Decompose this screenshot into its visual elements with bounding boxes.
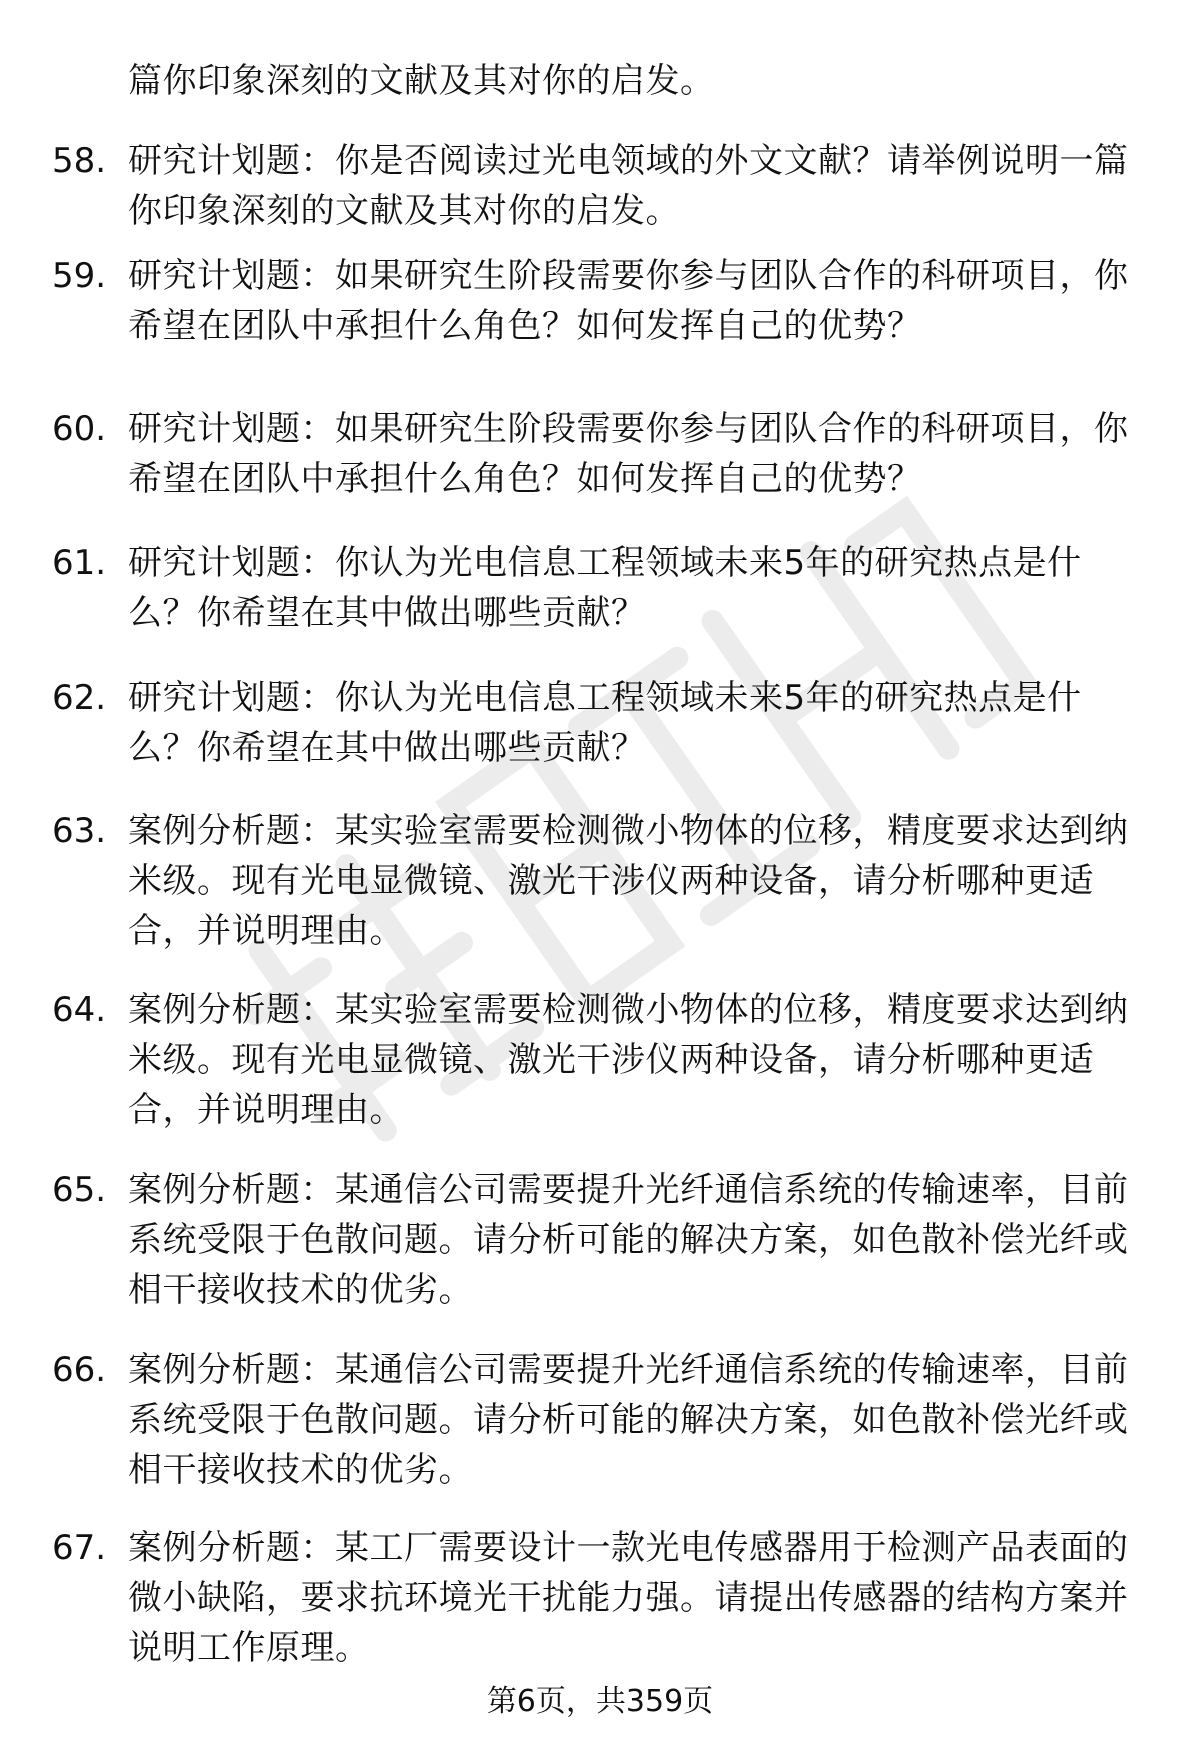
question-number: 62. [52,678,107,718]
continuation-text: 篇你印象深刻的文献及其对你的启发。 [128,61,715,101]
question-text: 案例分析题：某通信公司需要提升光纤通信系统的传输速率，目前系统受限于色散问题。请分析可能的解决方案，如色散补偿光纤或相干接收技术的优劣。 [128,1170,1129,1310]
question-number: 63. [52,811,107,851]
question-number: 65. [52,1170,107,1210]
question-number: 60. [52,409,107,449]
question-text: 案例分析题：某实验室需要检测微小物体的位移，精度要求达到纳米级。现有光电显微镜、激光干涉仪两种设备，请分析哪种更适合，并说明理由。 [128,811,1129,951]
question-text: 研究计划题：如果研究生阶段需要你参与团队合作的科研项目，你希望在团队中承担什么角色？如何发挥自己的优势？ [128,256,1129,346]
question-number: 67. [52,1528,107,1568]
page-footer: 第6页，共359页 [486,1684,714,1719]
question-text: 研究计划题：你认为光电信息工程领域未来5年的研究热点是什么？你希望在其中做出哪些贡献？ [128,543,1082,633]
question-number: 64. [52,990,107,1030]
question-text: 案例分析题：某通信公司需要提升光纤通信系统的传输速率，目前系统受限于色散问题。请分析可能的解决方案，如色散补偿光纤或相干接收技术的优劣。 [128,1350,1129,1490]
question-number: 66. [52,1350,107,1390]
question-text: 研究计划题：你是否阅读过光电领域的外文文献？请举例说明一篇你印象深刻的文献及其对你的启发。 [128,141,1129,231]
question-text: 研究计划题：你认为光电信息工程领域未来5年的研究热点是什么？你希望在其中做出哪些贡献？ [128,678,1082,768]
question-text: 案例分析题：某实验室需要检测微小物体的位移，精度要求达到纳米级。现有光电显微镜、激光干涉仪两种设备，请分析哪种更适合，并说明理由。 [128,990,1129,1130]
question-text: 研究计划题：如果研究生阶段需要你参与团队合作的科研项目，你希望在团队中承担什么角色？如何发挥自己的优势？ [128,409,1129,499]
question-number: 59. [52,256,107,296]
question-number: 61. [52,543,107,583]
question-number: 58. [52,141,107,181]
question-text: 案例分析题：某工厂需要设计一款光电传感器用于检测产品表面的微小缺陷，要求抗环境光干扰能力强。请提出传感器的结构方案并说明工作原理。 [128,1528,1129,1668]
